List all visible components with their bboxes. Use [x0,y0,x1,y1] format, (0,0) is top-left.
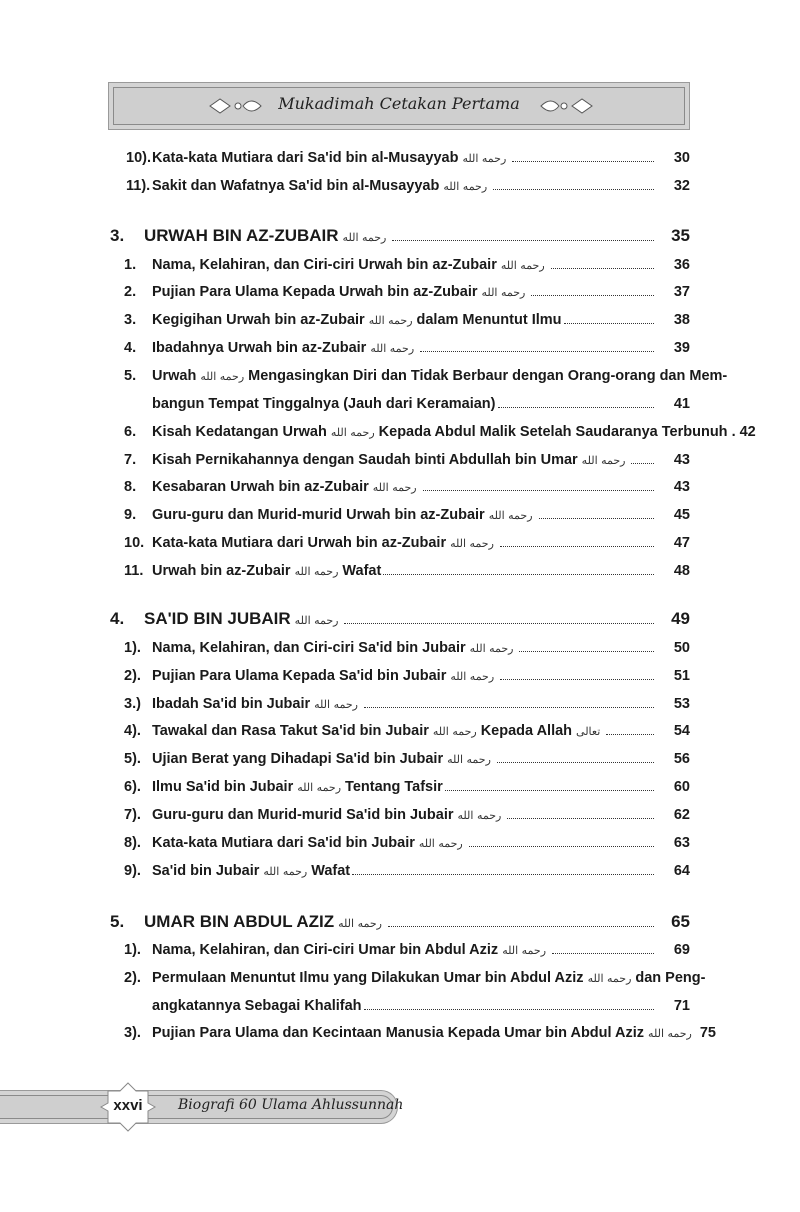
toc-entry-title [152,340,418,356]
toc-entry-title [152,942,550,958]
honorific-calligraphy: رحمه الله [314,698,358,711]
toc-entry-title-text: Ujian Berat yang Dihadapi Sa'id bin Jubair [152,751,444,767]
dot-leader [539,517,655,519]
honorific-calligraphy: رحمه الله [488,509,533,522]
honorific-calligraphy: رحمه الله [457,809,502,822]
toc-entry-title [152,424,736,440]
toc-entry-number: 3.) [124,696,141,712]
honorific-calligraphy: رحمه الله [342,231,387,244]
dot-leader [606,733,654,735]
book-title: Biografi 60 Ulama Ahlussunnah [178,1097,404,1113]
toc-entry-title [152,257,549,273]
toc-entry-title-continued: bangun Tempat Tinggalnya (Jauh dari Keramaian) [152,396,496,412]
toc-page-number: 75 [699,1025,716,1041]
toc-entry-title [152,668,498,684]
toc-entry-title-text: Pujian Para Ulama Kepada Urwah bin az-Zubair [152,284,478,300]
dot-leader [500,678,654,680]
toc-entry-title-text: Nama, Kelahiran, dan Ciri-ciri Sa'id bin Jubair [152,640,466,656]
toc-entry-number: 4. [124,340,137,356]
dot-leader [420,350,654,352]
toc-entry-line [152,723,690,739]
dot-leader [364,706,654,708]
toc-page-number: 45 [673,507,690,523]
toc-entry-title [152,696,362,712]
page-number: xxvi [113,1097,143,1114]
dot-leader [519,650,654,652]
dot-leader [500,545,654,547]
toc-page-number: 47 [673,535,690,551]
toc-entry-number: 3. [110,226,125,245]
dot-leader [352,873,654,875]
toc-entry-title-text: Nama, Kelahiran, dan Ciri-ciri Umar bin Abdul Aziz [152,942,499,958]
toc-entry-number: 10. [124,535,145,551]
toc-entry-title-suffix: Kepada Allah [480,723,573,739]
honorific-calligraphy: رحمه الله [587,972,632,985]
toc-entry-title [152,452,629,468]
honorific-calligraphy: رحمه الله [443,180,488,193]
toc-page-number: 35 [671,226,690,245]
toc-entry-line-continued [152,396,690,412]
toc-entry-title-text: Kisah Kedatangan Urwah [152,424,327,440]
toc-entry-number: 2). [124,970,141,986]
honorific-calligraphy: رحمه الله [294,565,339,578]
toc-page-number: 48 [673,563,690,579]
toc-entry-number: 5). [124,751,141,767]
toc-entry-title-text: SA'ID BIN JUBAIR [144,609,291,628]
toc-entry-title-text: URWAH BIN AZ-ZUBAIR [144,226,339,245]
toc-entry-line [152,368,728,384]
toc-entry-line [152,807,690,823]
toc-entry-title-text: Kata-kata Mutiara dari Urwah bin az-Zubair [152,535,447,551]
toc-entry-title [152,779,443,795]
toc-entry-title [152,751,495,767]
honorific-calligraphy: رحمه الله [263,865,308,878]
honorific-taala-calligraphy: تعالى [576,725,601,738]
honorific-calligraphy: رحمه الله [500,259,545,272]
toc-entry-number: 2. [124,284,137,300]
toc-entry-number: 10). [126,150,151,166]
toc-page-number: 53 [673,696,690,712]
toc-entry-number: 8). [124,835,141,851]
toc-entry-title [152,479,421,495]
toc-entry-line [144,609,690,629]
toc-entry-line [152,779,690,795]
toc-page-number: 32 [673,178,690,194]
toc-entry-line [152,640,690,656]
toc-entry-title [152,970,705,986]
toc-entry-title-suffix: Tentang Tafsir [345,779,443,795]
toc-entry-title-suffix: Wafat [311,863,351,879]
honorific-calligraphy: رحمه الله [462,152,507,165]
toc-entry-title-text: Kisah Pernikahannya dengan Saudah binti Abdullah bin Umar [152,452,578,468]
toc-entry-title [152,640,517,656]
toc-entry-number: 6. [124,424,137,440]
dot-leader [631,462,654,464]
toc-page-number: 30 [673,150,690,166]
toc-entry-title-text: Ibadah Sa'id bin Jubair [152,696,311,712]
toc-entry-line [152,424,756,440]
dot-leader [388,925,654,927]
toc-entry-title-suffix: Mengasingkan Diri dan Tidak Berbaur dengan Orang-orang dan Mem- [248,368,728,384]
honorific-calligraphy: رحمه الله [338,917,382,930]
toc-entry-title-text: Ilmu Sa'id bin Jubair [152,779,294,795]
toc-entry-number: 2). [124,668,141,684]
toc-entry-title-text: UMAR BIN ABDUL AZIZ [144,912,335,931]
toc-page-number: 42 [739,424,756,440]
toc-entry-number: 4. [110,609,125,628]
toc-page-number: 36 [673,257,690,273]
toc-page-number: 69 [673,942,690,958]
toc-entry-title [144,226,390,246]
dot-leader [531,294,654,296]
dot-leader [507,817,654,819]
honorific-calligraphy: رحمه الله [450,670,495,683]
toc-page-number: 43 [673,452,690,468]
dot-leader [423,489,654,491]
honorific-calligraphy: رحمه الله [648,1027,692,1040]
toc-entry-title-text: Urwah bin az-Zubair [152,563,291,579]
toc-entry-line-continued [152,998,690,1014]
toc-entry-title-text: Ibadahnya Urwah bin az-Zubair [152,340,367,356]
toc-entry-title-text: Sakit dan Wafatnya Sa'id bin al-Musayyab [152,178,440,194]
toc-entry-number: 7). [124,807,141,823]
toc-entry-title-text: Pujian Para Ulama Kepada Sa'id bin Jubair [152,668,447,684]
toc-entry-title [144,912,386,932]
toc-entry-title-continued: angkatannya Sebagai Khalifah [152,998,362,1014]
toc-entry-title [152,312,562,328]
toc-entry-line [152,835,690,851]
toc-entry-line [152,970,706,986]
toc-entry-title [152,863,350,879]
toc-entry-line [152,479,690,495]
toc-entry-line [144,912,690,932]
toc-entry-title-text: Kata-kata Mutiara dari Sa'id bin Jubair [152,835,415,851]
toc-entry-title [152,150,510,166]
toc-page-number: 51 [673,668,690,684]
toc-entry-title-text: Permulaan Menuntut Ilmu yang Dilakukan Umar bin Abdul Aziz [152,970,584,986]
toc-entry-number: 5. [110,912,125,931]
honorific-calligraphy: رحمه الله [370,342,415,355]
honorific-calligraphy: رحمه الله [469,642,514,655]
toc-entry-title [152,1025,696,1041]
toc-entry-line [152,668,690,684]
honorific-calligraphy: رحمه الله [294,614,339,627]
toc-entry-line [152,452,690,468]
toc-entry-title-text: Guru-guru dan Murid-murid Urwah bin az-Zubair [152,507,485,523]
dot-leader [445,789,654,791]
dot-leader [469,845,654,847]
toc-page-number: 65 [671,912,690,931]
toc-entry-number: 7. [124,452,137,468]
toc-entry-line [152,507,690,523]
toc-page-number: 39 [673,340,690,356]
toc-page-number: 63 [673,835,690,851]
toc-entry-number: 9). [124,863,141,879]
toc-entry-title-suffix: Kepada Abdul Malik Setelah Saudaranya Terbunuh . [378,424,736,440]
honorific-calligraphy: رحمه الله [368,314,413,327]
toc-page-number: 54 [673,723,690,739]
toc-entry-line [152,942,690,958]
honorific-calligraphy: رحمه الله [297,781,342,794]
toc-entry-title-text: Kegigihan Urwah bin az-Zubair [152,312,365,328]
toc-entry-title-suffix: Wafat [342,563,382,579]
toc-entry-title [152,368,727,384]
honorific-calligraphy: رحمه الله [200,370,245,383]
toc-entry-title-text: Guru-guru dan Murid-murid Sa'id bin Jubair [152,807,454,823]
honorific-calligraphy: رحمه الله [330,426,375,439]
toc-entry-title [152,723,604,739]
toc-page-number: 37 [673,284,690,300]
dot-leader [564,322,655,324]
toc-page-number: 71 [673,998,690,1014]
dot-leader [498,406,655,408]
toc-entry-number: 6). [124,779,141,795]
toc-entry-line [152,696,690,712]
toc-entry-title-suffix: dalam Menuntut Ilmu [416,312,562,328]
toc-entry-title-text: Urwah [152,368,197,384]
toc-entry-line [152,257,690,273]
toc-entry-number: 4). [124,723,141,739]
header-title: Mukadimah Cetakan Pertama [278,94,520,113]
toc-entry-title [152,563,381,579]
honorific-calligraphy: رحمه الله [432,725,477,738]
toc-page-number: 43 [673,479,690,495]
toc-entry-title [144,609,342,629]
toc-entry-line [152,178,690,194]
running-header [108,82,690,130]
toc-entry-line [152,563,690,579]
toc-entry-title-text: Nama, Kelahiran, dan Ciri-ciri Urwah bin az-Zubair [152,257,497,273]
toc-entry-line [152,340,690,356]
toc-entry-line [152,751,690,767]
dot-leader [493,188,654,190]
toc-entry-number: 5. [124,368,137,384]
toc-entry-line [152,312,690,328]
toc-entry-line [152,150,690,166]
honorific-calligraphy: رحمه الله [447,753,491,766]
toc-page-number: 64 [673,863,690,879]
toc-entry-number: 9. [124,507,137,523]
honorific-calligraphy: رحمه الله [581,454,626,467]
toc-page-number: 38 [673,312,690,328]
dot-leader [344,622,654,624]
toc-entry-number: 11). [126,178,151,194]
honorific-calligraphy: رحمه الله [481,286,526,299]
toc-entry-line [152,284,690,300]
toc-page-number: 50 [673,640,690,656]
honorific-calligraphy: رحمه الله [450,537,494,550]
toc-entry-number: 1. [124,257,137,273]
dot-leader [383,573,654,575]
toc-entry-number: 11. [124,563,144,579]
toc-entry-number: 3). [124,1025,141,1041]
honorific-calligraphy: رحمه الله [372,481,417,494]
honorific-calligraphy: رحمه الله [418,837,463,850]
dot-leader [392,239,654,241]
toc-entry-title [152,507,537,523]
toc-entry-title [152,835,467,851]
dot-leader [512,160,654,162]
toc-page-number: 41 [673,396,690,412]
toc-entry-title-text: Tawakal dan Rasa Takut Sa'id bin Jubair [152,723,429,739]
dot-leader [551,267,654,269]
toc-entry-line [152,535,690,551]
toc-entry-title-text: Sa'id bin Jubair [152,863,260,879]
toc-entry-number: 3. [124,312,137,328]
toc-entry-number: 1). [124,942,141,958]
honorific-calligraphy: رحمه الله [502,944,546,957]
toc-page-number: 62 [673,807,690,823]
toc-page-number: 56 [673,751,690,767]
toc-entry-line [152,863,690,879]
dot-leader [364,1008,654,1010]
toc-page-number: 49 [671,609,690,628]
dot-leader [552,952,654,954]
toc-entry-title [152,284,529,300]
dot-leader [497,761,654,763]
toc-entry-title [152,807,505,823]
toc-entry-title-suffix: dan Peng- [635,970,706,986]
toc-entry-title [152,178,491,194]
toc-page-number: 60 [673,779,690,795]
toc-entry-title-text: Pujian Para Ulama dan Kecintaan Manusia Kepada Umar bin Abdul Aziz [152,1025,645,1041]
toc-entry-number: 1). [124,640,141,656]
toc-entry-title [152,535,498,551]
toc-entry-line [144,226,690,246]
toc-entry-title-text: Kata-kata Mutiara dari Sa'id bin al-Musayyab [152,150,459,166]
toc-entry-number: 8. [124,479,137,495]
toc-entry-title-text: Kesabaran Urwah bin az-Zubair [152,479,369,495]
toc-entry-line [152,1025,716,1041]
